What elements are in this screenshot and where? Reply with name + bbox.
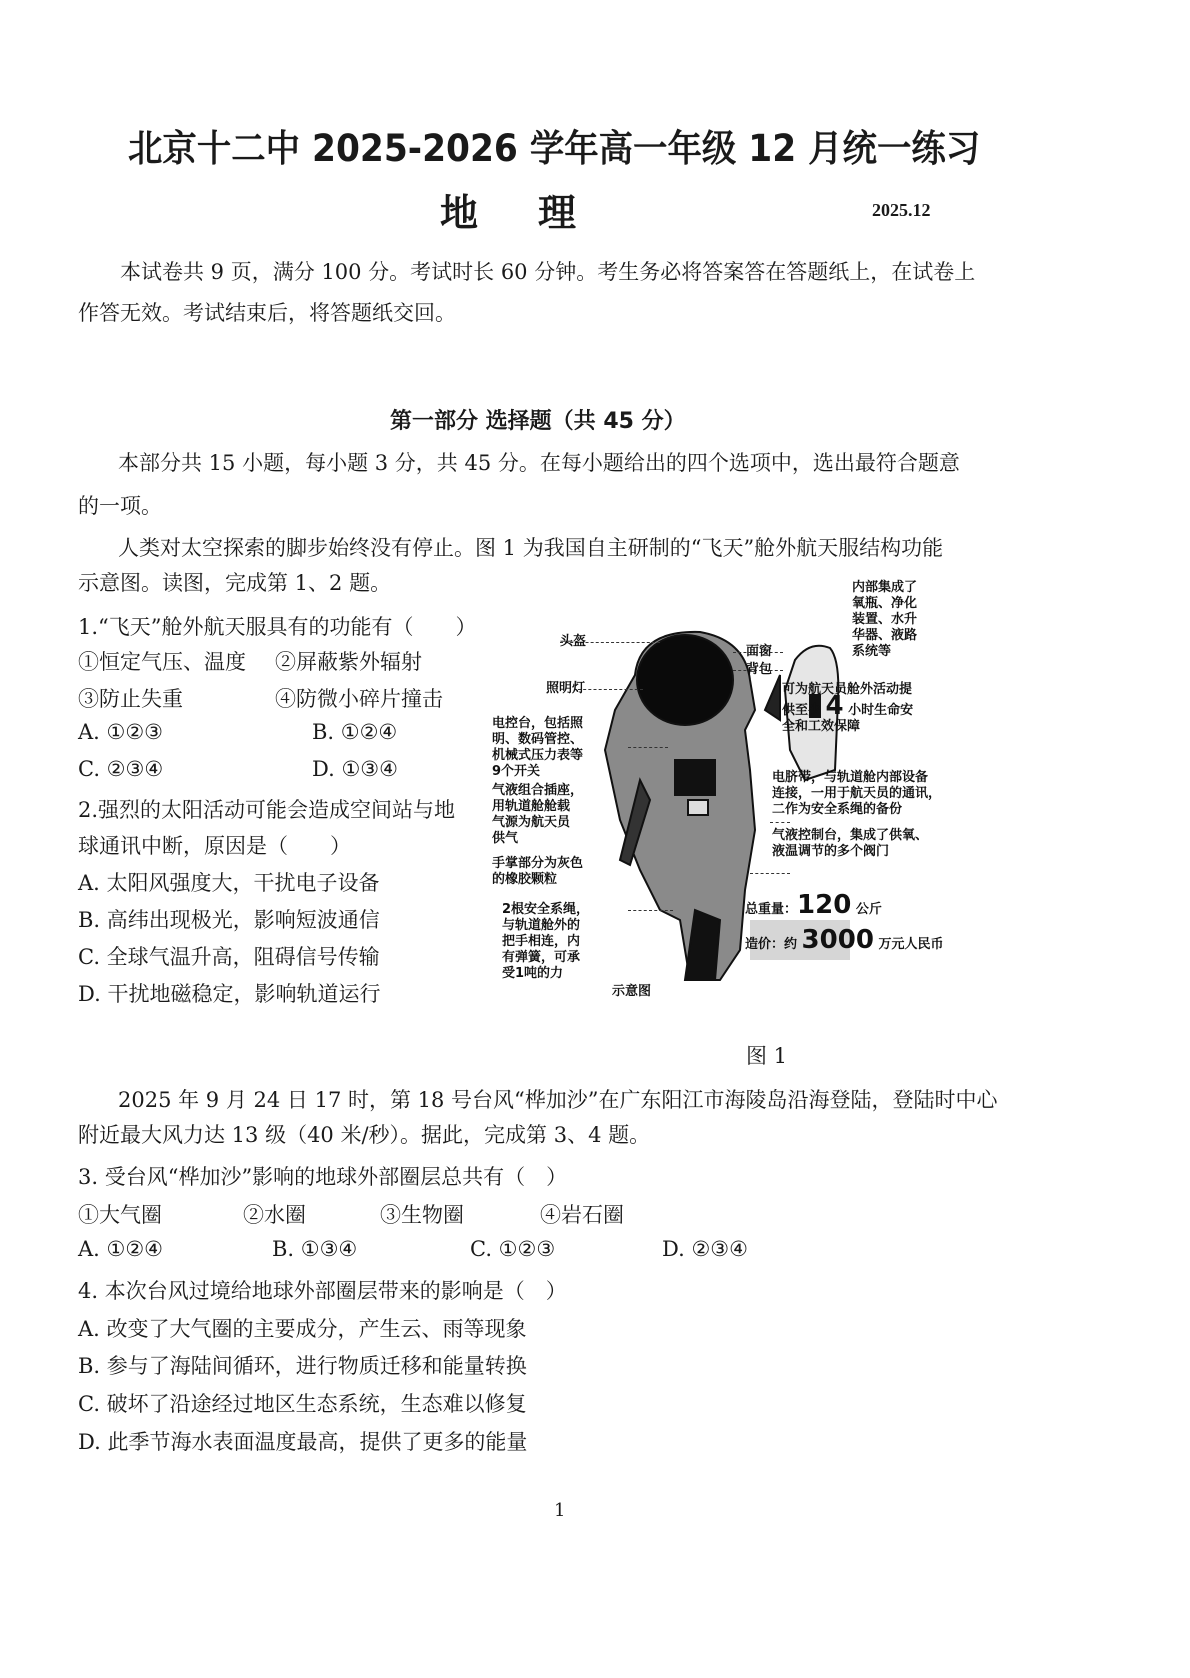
subject-title: 地理 xyxy=(440,191,637,235)
label-palm: 手掌部分为灰色 的橡胶颗粒 xyxy=(492,856,584,887)
statement: ④岩石圈 xyxy=(540,1203,624,1227)
statement: ①大气圈 xyxy=(78,1203,162,1227)
question-stem: 3. 受台风“桦加沙”影响的地球外部圈层总共有（ ） xyxy=(78,1165,568,1189)
section-intro-line-2: 的一项。 xyxy=(78,494,162,518)
label-tethers: 2根安全系绳， 与轨道舱外的 把手相连，内 有弹簧，可承 受1吨的力 xyxy=(502,902,590,981)
option-c: C. ②③④ xyxy=(78,757,164,781)
label-lamp: 照明灯 xyxy=(546,681,586,696)
option-c: C. 破坏了沿途经过地区生态系统，生态难以修复 xyxy=(78,1392,527,1416)
statement: ①恒定气压、温度 xyxy=(78,650,246,674)
question-stem: 2.强烈的太阳活动可能会造成空间站与地 xyxy=(78,798,456,822)
label-gas-control: 气液控制台，集成了供氧、 液温调节的多个阀门 xyxy=(772,828,929,859)
statement: ③防止失重 xyxy=(78,687,183,711)
label-backpack-inner: 内部集成了 氧瓶、净化 装置、水升 华器、液路 系统等 xyxy=(852,580,918,659)
label-helmet: 头盔 xyxy=(560,634,587,649)
figure-1-spacesuit-diagram xyxy=(492,580,1010,1030)
figure-caption: 图 1 xyxy=(746,1044,788,1068)
passage2-line-2: 附近最大风力达 13 级（40 米/秒）。据此，完成第 3、4 题。 xyxy=(78,1123,651,1147)
statement: ③生物圈 xyxy=(380,1203,464,1227)
option-d: D. 干扰地磁稳定，影响轨道运行 xyxy=(78,982,381,1006)
option-b: B. ①②④ xyxy=(312,720,398,744)
passage1-line-2: 示意图。读图，完成第 1、2 题。 xyxy=(78,571,392,595)
option-a: A. ①②④ xyxy=(78,1237,163,1261)
passage1-line-1: 人类对太空探索的脚步始终没有停止。图 1 为我国自主研制的“飞天”舱外航天服结构功能 xyxy=(118,536,944,560)
leader-line xyxy=(578,689,643,690)
question-stem: 球通讯中断，原因是（ ） xyxy=(78,834,351,858)
leader-line xyxy=(628,747,668,748)
label-weight-cost: 总重量：120 公斤 造价：约 3000 万元人民币 xyxy=(745,890,944,955)
option-a: A. 改变了大气圈的主要成分，产生云、雨等现象 xyxy=(78,1317,527,1341)
label-life-support: 可为航天员舱外活动提 供至少 4 小时生命安 全和工效保障 xyxy=(782,682,914,734)
label-visor: 面窗 xyxy=(746,644,773,659)
spacesuit-illustration xyxy=(520,620,1010,1030)
option-c: C. ①②③ xyxy=(470,1237,556,1261)
statement: ②水圈 xyxy=(243,1203,306,1227)
leader-line xyxy=(628,910,673,911)
statement: ④防微小碎片撞击 xyxy=(275,687,443,711)
label-control-panel: 电控台，包括照 明、数码管控、 机械式压力表等 9个开关 xyxy=(492,716,584,779)
statement: ②屏蔽紫外辐射 xyxy=(275,650,422,674)
section-intro-line-1: 本部分共 15 小题，每小题 3 分，共 45 分。在每小题给出的四个选项中，选出最符合题意 xyxy=(118,451,960,475)
option-d: D. ②③④ xyxy=(662,1237,748,1261)
label-sketch: 示意图 xyxy=(612,984,652,999)
question-stem: 1.“飞天”舱外航天服具有的功能有（ ） xyxy=(78,615,477,639)
exam-title: 北京十二中 2025-2026 学年高一年级 12 月统一练习 xyxy=(128,127,981,170)
passage2-line-1: 2025 年 9 月 24 日 17 时，第 18 号台风“桦加沙”在广东阳江市海陵岛沿海登陆，登陆时中心 xyxy=(118,1088,998,1112)
option-d: D. ①③④ xyxy=(312,757,398,781)
section-title: 第一部分 选择题（共 45 分） xyxy=(390,409,686,434)
label-gas-socket: 气液组合插座， 用轨道舱舱载 气源为航天员 供气 xyxy=(492,783,584,846)
option-d: D. 此季节海水表面温度最高，提供了更多的能量 xyxy=(78,1430,528,1454)
instructions-line-1: 本试卷共 9 页，满分 100 分。考试时长 60 分钟。考生务必将答案答在答题纸上，在试卷上 xyxy=(120,260,976,284)
page-number: 1 xyxy=(554,1500,566,1521)
exam-date: 2025.12 xyxy=(872,200,931,220)
option-a: A. ①②③ xyxy=(78,720,163,744)
label-backpack: 背包 xyxy=(746,662,773,677)
option-c: C. 全球气温升高，阻碍信号传输 xyxy=(78,945,380,969)
option-b: B. 参与了海陆间循环，进行物质迁移和能量转换 xyxy=(78,1354,527,1378)
leader-line xyxy=(750,873,790,874)
leader-line xyxy=(770,822,790,823)
instructions-line-2: 作答无效。考试结束后，将答题纸交回。 xyxy=(78,301,456,325)
option-b: B. ①③④ xyxy=(272,1237,358,1261)
label-umbilical: 电脐带，与轨道舱内部设备 连接，一用于航天员的通讯， 二作为安全系绳的备份 xyxy=(772,770,942,817)
option-a: A. 太阳风强度大，干扰电子设备 xyxy=(78,871,380,895)
question-stem: 4. 本次台风过境给地球外部圈层带来的影响是（ ） xyxy=(78,1279,567,1303)
option-b: B. 高纬出现极光，影响短波通信 xyxy=(78,908,380,932)
